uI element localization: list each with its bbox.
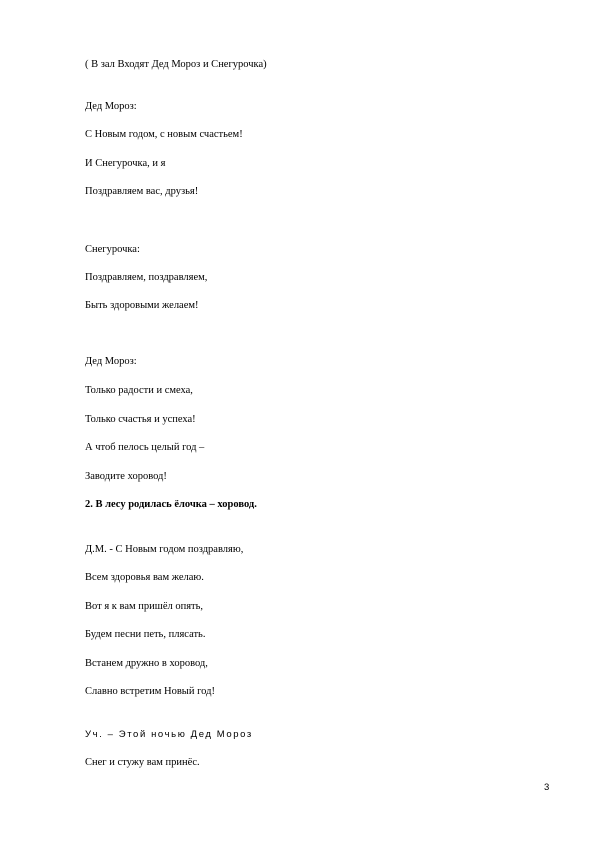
verse-line: Встанем дружно в хоровод, [85,658,208,669]
verse-line: Поздравляем вас, друзья! [85,186,199,197]
verse-line: Вот я к вам пришёл опять, [85,601,204,612]
verse-line: Быть здоровыми желаем! [85,300,199,311]
verse-line: Славно встретим Новый год! [85,686,215,697]
verse-line: Д.М. - С Новым годом поздравляю, [85,544,244,555]
verse-line: Только радости и смеха, [85,385,193,396]
verse-line: А чтоб пелось целый год – [85,442,205,453]
verse-line: Снег и стужу вам принёс. [85,757,200,768]
page-number: 3 [544,782,550,793]
verse-line: С Новым годом, с новым счастьем! [85,129,243,140]
verse-line: Будем песни петь, плясать. [85,629,206,640]
speaker-label: Дед Мороз: [85,356,137,367]
verse-line: И Снегурочка, и я [85,158,166,169]
verse-line: Поздравляем, поздравляем, [85,272,208,283]
song-heading: 2. В лесу родилась ёлочка – хоровод. [85,499,257,510]
speaker-label: Снегурочка: [85,244,140,255]
speaker-label: Дед Мороз: [85,101,137,112]
verse-line: Только счастья и успеха! [85,414,196,425]
verse-line: Заводите хоровод! [85,471,167,482]
stage-direction: ( В зал Входят Дед Мороз и Снегурочка) [85,59,267,70]
verse-line: Всем здоровья вам желаю. [85,572,204,583]
speaker-line: Уч. – Этой ночью Дед Мороз [85,729,253,740]
